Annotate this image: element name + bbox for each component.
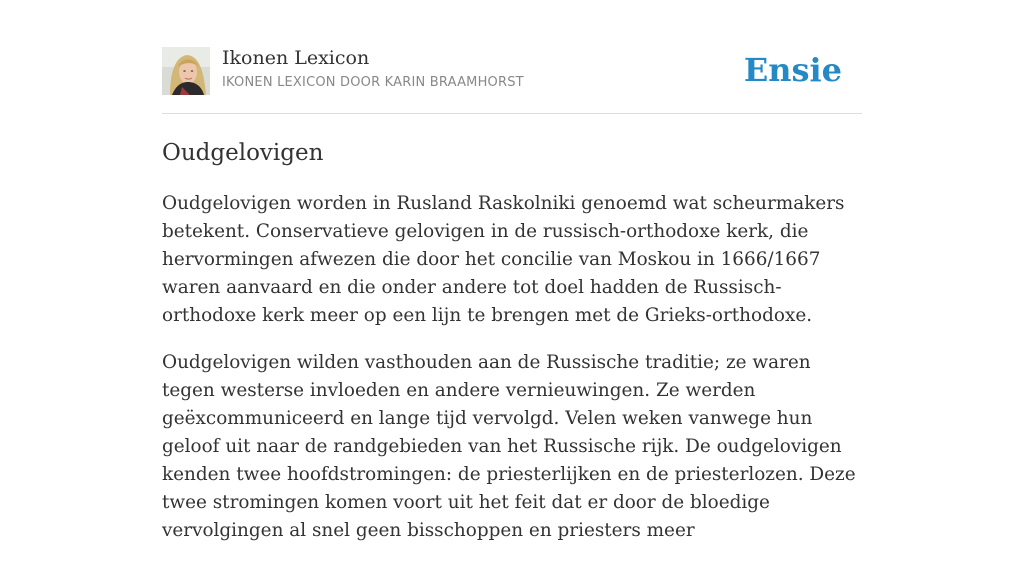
author-subtitle: IKONEN LEXICON DOOR KARIN BRAAMHORST: [222, 75, 524, 90]
article-paragraph: Oudgelovigen worden in Rusland Raskolniki genoemd wat scheurmakers betekent. Conservatieve gelovigen in de russisch-orthodoxe kerk, die hervormingen afwezen die door het concilie van Moskou in 1666/1667 waren aanvaard en die onder andere tot doel hadden de Russisch-orthodoxe kerk meer op een lijn te brengen met de Grieks-orthodoxe.: [162, 193, 845, 326]
content-container: [162, 0, 862, 541]
header: [162, 0, 862, 114]
article-title: Oudgelovigen: [162, 140, 324, 166]
avatar-photo: [162, 47, 210, 95]
ensie-logo-link[interactable]: Ensie: [743, 51, 842, 89]
author-avatar[interactable]: [162, 47, 210, 95]
author-name[interactable]: Ikonen Lexicon: [222, 47, 370, 69]
article-body: [162, 190, 862, 564]
article-paragraph: Oudgelovigen wilden vasthouden aan de Russische traditie; ze waren tegen westerse invloeden en andere vernieuwingen. Ze werden geëxcommuniceerd en lange tijd vervolgd. Velen weken vanwege hun geloof uit naar de randgebieden van het Russische rijk. De oudgelovigen kenden twee hoofdstromingen: de priesterlijken en de priesterlozen. Deze twee stromingen komen voort uit het feit dat er door de bloedige vervolgingen al snel geen bisschoppen en priesters meer: [162, 352, 856, 541]
